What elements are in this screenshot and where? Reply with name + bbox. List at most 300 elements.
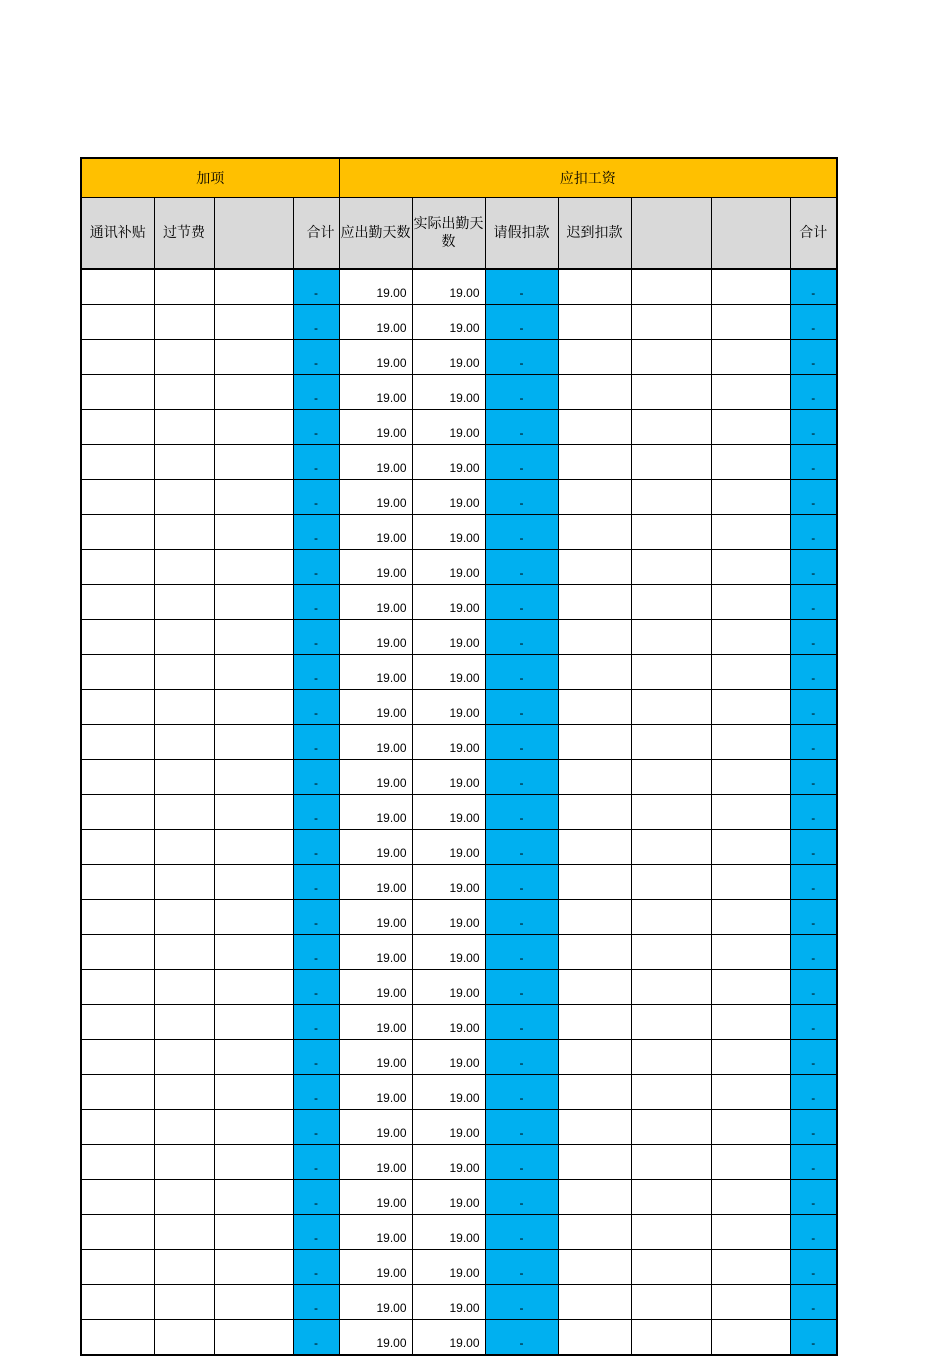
cell-blank-3[interactable]	[711, 725, 790, 760]
cell-late-deduction[interactable]	[558, 269, 631, 305]
cell-blank-1[interactable]	[214, 1250, 293, 1285]
cell-blank-3[interactable]	[711, 1320, 790, 1356]
cell-late-deduction[interactable]	[558, 1005, 631, 1040]
cell-due-days[interactable]: 19.00	[339, 550, 412, 585]
cell-blank-3[interactable]	[711, 375, 790, 410]
cell-comm-allowance[interactable]	[81, 795, 154, 830]
cell-blank-1[interactable]	[214, 760, 293, 795]
cell-actual-days[interactable]: 19.00	[412, 1215, 485, 1250]
cell-actual-days[interactable]: 19.00	[412, 830, 485, 865]
cell-comm-allowance[interactable]	[81, 445, 154, 480]
cell-deduct-total[interactable]: -	[790, 900, 837, 935]
cell-comm-allowance[interactable]	[81, 480, 154, 515]
cell-blank-1[interactable]	[214, 375, 293, 410]
cell-comm-allowance[interactable]	[81, 865, 154, 900]
cell-comm-allowance[interactable]	[81, 585, 154, 620]
cell-festival-fee[interactable]	[154, 620, 214, 655]
cell-actual-days[interactable]: 19.00	[412, 410, 485, 445]
cell-deduct-total[interactable]: -	[790, 795, 837, 830]
cell-actual-days[interactable]: 19.00	[412, 269, 485, 305]
cell-blank-1[interactable]	[214, 795, 293, 830]
cell-deduct-total[interactable]: -	[790, 515, 837, 550]
cell-actual-days[interactable]: 19.00	[412, 795, 485, 830]
cell-comm-allowance[interactable]	[81, 1145, 154, 1180]
cell-deduct-total[interactable]: -	[790, 865, 837, 900]
cell-actual-days[interactable]: 19.00	[412, 1320, 485, 1356]
cell-blank-2[interactable]	[631, 515, 711, 550]
cell-leave-deduction[interactable]: -	[485, 1145, 558, 1180]
cell-blank-2[interactable]	[631, 305, 711, 340]
cell-leave-deduction[interactable]: -	[485, 620, 558, 655]
cell-comm-allowance[interactable]	[81, 340, 154, 375]
cell-comm-allowance[interactable]	[81, 410, 154, 445]
cell-due-days[interactable]: 19.00	[339, 795, 412, 830]
cell-due-days[interactable]: 19.00	[339, 1075, 412, 1110]
cell-actual-days[interactable]: 19.00	[412, 445, 485, 480]
cell-actual-days[interactable]: 19.00	[412, 1250, 485, 1285]
cell-blank-1[interactable]	[214, 935, 293, 970]
cell-late-deduction[interactable]	[558, 935, 631, 970]
cell-blank-1[interactable]	[214, 725, 293, 760]
cell-blank-3[interactable]	[711, 410, 790, 445]
cell-leave-deduction[interactable]: -	[485, 935, 558, 970]
cell-deduct-total[interactable]: -	[790, 830, 837, 865]
cell-comm-allowance[interactable]	[81, 830, 154, 865]
cell-leave-deduction[interactable]: -	[485, 865, 558, 900]
cell-blank-2[interactable]	[631, 445, 711, 480]
cell-late-deduction[interactable]	[558, 550, 631, 585]
cell-late-deduction[interactable]	[558, 795, 631, 830]
cell-due-days[interactable]: 19.00	[339, 340, 412, 375]
cell-leave-deduction[interactable]: -	[485, 550, 558, 585]
cell-festival-fee[interactable]	[154, 1285, 214, 1320]
cell-late-deduction[interactable]	[558, 865, 631, 900]
cell-blank-2[interactable]	[631, 340, 711, 375]
cell-add-total[interactable]: -	[293, 410, 339, 445]
cell-festival-fee[interactable]	[154, 935, 214, 970]
cell-blank-2[interactable]	[631, 1005, 711, 1040]
cell-due-days[interactable]: 19.00	[339, 1285, 412, 1320]
cell-blank-2[interactable]	[631, 1040, 711, 1075]
cell-comm-allowance[interactable]	[81, 655, 154, 690]
cell-deduct-total[interactable]: -	[790, 1180, 837, 1215]
cell-actual-days[interactable]: 19.00	[412, 900, 485, 935]
cell-due-days[interactable]: 19.00	[339, 515, 412, 550]
cell-blank-1[interactable]	[214, 305, 293, 340]
cell-actual-days[interactable]: 19.00	[412, 340, 485, 375]
cell-comm-allowance[interactable]	[81, 935, 154, 970]
cell-blank-2[interactable]	[631, 269, 711, 305]
cell-comm-allowance[interactable]	[81, 305, 154, 340]
cell-add-total[interactable]: -	[293, 830, 339, 865]
cell-actual-days[interactable]: 19.00	[412, 1180, 485, 1215]
cell-leave-deduction[interactable]: -	[485, 515, 558, 550]
cell-due-days[interactable]: 19.00	[339, 725, 412, 760]
cell-festival-fee[interactable]	[154, 830, 214, 865]
cell-festival-fee[interactable]	[154, 585, 214, 620]
cell-comm-allowance[interactable]	[81, 760, 154, 795]
cell-blank-1[interactable]	[214, 900, 293, 935]
cell-festival-fee[interactable]	[154, 1215, 214, 1250]
cell-blank-2[interactable]	[631, 655, 711, 690]
cell-blank-3[interactable]	[711, 340, 790, 375]
cell-late-deduction[interactable]	[558, 1145, 631, 1180]
cell-late-deduction[interactable]	[558, 1040, 631, 1075]
cell-festival-fee[interactable]	[154, 269, 214, 305]
cell-actual-days[interactable]: 19.00	[412, 725, 485, 760]
cell-leave-deduction[interactable]: -	[485, 900, 558, 935]
cell-festival-fee[interactable]	[154, 410, 214, 445]
cell-actual-days[interactable]: 19.00	[412, 1040, 485, 1075]
cell-due-days[interactable]: 19.00	[339, 690, 412, 725]
cell-due-days[interactable]: 19.00	[339, 620, 412, 655]
cell-comm-allowance[interactable]	[81, 900, 154, 935]
cell-blank-1[interactable]	[214, 480, 293, 515]
cell-due-days[interactable]: 19.00	[339, 1215, 412, 1250]
cell-due-days[interactable]: 19.00	[339, 970, 412, 1005]
cell-comm-allowance[interactable]	[81, 550, 154, 585]
cell-blank-1[interactable]	[214, 1075, 293, 1110]
cell-festival-fee[interactable]	[154, 550, 214, 585]
cell-add-total[interactable]: -	[293, 1075, 339, 1110]
cell-deduct-total[interactable]: -	[790, 1285, 837, 1320]
cell-blank-2[interactable]	[631, 1145, 711, 1180]
cell-leave-deduction[interactable]: -	[485, 410, 558, 445]
cell-add-total[interactable]: -	[293, 970, 339, 1005]
cell-comm-allowance[interactable]	[81, 1285, 154, 1320]
cell-blank-1[interactable]	[214, 620, 293, 655]
cell-deduct-total[interactable]: -	[790, 935, 837, 970]
cell-blank-3[interactable]	[711, 515, 790, 550]
cell-blank-2[interactable]	[631, 1250, 711, 1285]
cell-festival-fee[interactable]	[154, 1250, 214, 1285]
cell-actual-days[interactable]: 19.00	[412, 480, 485, 515]
cell-due-days[interactable]: 19.00	[339, 480, 412, 515]
cell-deduct-total[interactable]: -	[790, 585, 837, 620]
cell-due-days[interactable]: 19.00	[339, 445, 412, 480]
cell-festival-fee[interactable]	[154, 900, 214, 935]
cell-late-deduction[interactable]	[558, 1110, 631, 1145]
cell-due-days[interactable]: 19.00	[339, 1320, 412, 1356]
cell-festival-fee[interactable]	[154, 515, 214, 550]
cell-late-deduction[interactable]	[558, 305, 631, 340]
cell-comm-allowance[interactable]	[81, 970, 154, 1005]
cell-festival-fee[interactable]	[154, 725, 214, 760]
cell-blank-1[interactable]	[214, 1110, 293, 1145]
cell-blank-1[interactable]	[214, 865, 293, 900]
cell-add-total[interactable]: -	[293, 1145, 339, 1180]
cell-blank-1[interactable]	[214, 340, 293, 375]
cell-comm-allowance[interactable]	[81, 269, 154, 305]
cell-blank-2[interactable]	[631, 1075, 711, 1110]
cell-late-deduction[interactable]	[558, 1320, 631, 1356]
cell-blank-3[interactable]	[711, 1215, 790, 1250]
cell-late-deduction[interactable]	[558, 620, 631, 655]
cell-due-days[interactable]: 19.00	[339, 1005, 412, 1040]
cell-actual-days[interactable]: 19.00	[412, 760, 485, 795]
cell-blank-1[interactable]	[214, 269, 293, 305]
cell-leave-deduction[interactable]: -	[485, 305, 558, 340]
cell-festival-fee[interactable]	[154, 970, 214, 1005]
cell-add-total[interactable]: -	[293, 935, 339, 970]
cell-deduct-total[interactable]: -	[790, 410, 837, 445]
cell-festival-fee[interactable]	[154, 1145, 214, 1180]
cell-late-deduction[interactable]	[558, 1180, 631, 1215]
cell-comm-allowance[interactable]	[81, 375, 154, 410]
cell-due-days[interactable]: 19.00	[339, 585, 412, 620]
cell-late-deduction[interactable]	[558, 690, 631, 725]
cell-add-total[interactable]: -	[293, 550, 339, 585]
cell-blank-1[interactable]	[214, 655, 293, 690]
cell-blank-2[interactable]	[631, 1215, 711, 1250]
cell-festival-fee[interactable]	[154, 865, 214, 900]
cell-actual-days[interactable]: 19.00	[412, 690, 485, 725]
cell-blank-1[interactable]	[214, 1040, 293, 1075]
cell-blank-2[interactable]	[631, 620, 711, 655]
cell-leave-deduction[interactable]: -	[485, 830, 558, 865]
cell-deduct-total[interactable]: -	[790, 445, 837, 480]
cell-actual-days[interactable]: 19.00	[412, 550, 485, 585]
cell-deduct-total[interactable]: -	[790, 1215, 837, 1250]
cell-festival-fee[interactable]	[154, 480, 214, 515]
cell-blank-3[interactable]	[711, 865, 790, 900]
cell-add-total[interactable]: -	[293, 1005, 339, 1040]
cell-blank-3[interactable]	[711, 830, 790, 865]
cell-festival-fee[interactable]	[154, 1180, 214, 1215]
cell-add-total[interactable]: -	[293, 1180, 339, 1215]
cell-actual-days[interactable]: 19.00	[412, 1005, 485, 1040]
cell-festival-fee[interactable]	[154, 1005, 214, 1040]
cell-blank-3[interactable]	[711, 620, 790, 655]
cell-add-total[interactable]: -	[293, 1320, 339, 1356]
cell-deduct-total[interactable]: -	[790, 655, 837, 690]
cell-actual-days[interactable]: 19.00	[412, 1110, 485, 1145]
cell-blank-2[interactable]	[631, 865, 711, 900]
cell-leave-deduction[interactable]: -	[485, 375, 558, 410]
cell-comm-allowance[interactable]	[81, 1180, 154, 1215]
cell-leave-deduction[interactable]: -	[485, 1250, 558, 1285]
cell-due-days[interactable]: 19.00	[339, 935, 412, 970]
cell-actual-days[interactable]: 19.00	[412, 1075, 485, 1110]
cell-blank-1[interactable]	[214, 1320, 293, 1356]
cell-due-days[interactable]: 19.00	[339, 1180, 412, 1215]
cell-leave-deduction[interactable]: -	[485, 1285, 558, 1320]
cell-deduct-total[interactable]: -	[790, 760, 837, 795]
cell-festival-fee[interactable]	[154, 690, 214, 725]
cell-actual-days[interactable]: 19.00	[412, 305, 485, 340]
cell-blank-3[interactable]	[711, 935, 790, 970]
cell-deduct-total[interactable]: -	[790, 1250, 837, 1285]
cell-add-total[interactable]: -	[293, 375, 339, 410]
cell-festival-fee[interactable]	[154, 445, 214, 480]
cell-festival-fee[interactable]	[154, 795, 214, 830]
cell-leave-deduction[interactable]: -	[485, 269, 558, 305]
cell-leave-deduction[interactable]: -	[485, 970, 558, 1005]
cell-deduct-total[interactable]: -	[790, 550, 837, 585]
cell-festival-fee[interactable]	[154, 375, 214, 410]
cell-due-days[interactable]: 19.00	[339, 1110, 412, 1145]
cell-blank-1[interactable]	[214, 970, 293, 1005]
cell-festival-fee[interactable]	[154, 1110, 214, 1145]
cell-festival-fee[interactable]	[154, 655, 214, 690]
cell-blank-3[interactable]	[711, 1145, 790, 1180]
cell-comm-allowance[interactable]	[81, 1040, 154, 1075]
cell-add-total[interactable]: -	[293, 795, 339, 830]
cell-blank-3[interactable]	[711, 480, 790, 515]
cell-due-days[interactable]: 19.00	[339, 865, 412, 900]
cell-leave-deduction[interactable]: -	[485, 340, 558, 375]
cell-deduct-total[interactable]: -	[790, 690, 837, 725]
cell-blank-3[interactable]	[711, 1075, 790, 1110]
cell-actual-days[interactable]: 19.00	[412, 1285, 485, 1320]
cell-due-days[interactable]: 19.00	[339, 655, 412, 690]
cell-blank-3[interactable]	[711, 585, 790, 620]
cell-late-deduction[interactable]	[558, 340, 631, 375]
cell-blank-2[interactable]	[631, 830, 711, 865]
cell-add-total[interactable]: -	[293, 1215, 339, 1250]
cell-blank-1[interactable]	[214, 1005, 293, 1040]
cell-add-total[interactable]: -	[293, 480, 339, 515]
cell-deduct-total[interactable]: -	[790, 375, 837, 410]
cell-blank-3[interactable]	[711, 305, 790, 340]
cell-blank-2[interactable]	[631, 1320, 711, 1356]
cell-actual-days[interactable]: 19.00	[412, 655, 485, 690]
cell-late-deduction[interactable]	[558, 1250, 631, 1285]
cell-late-deduction[interactable]	[558, 1285, 631, 1320]
cell-due-days[interactable]: 19.00	[339, 1250, 412, 1285]
cell-blank-3[interactable]	[711, 795, 790, 830]
cell-late-deduction[interactable]	[558, 970, 631, 1005]
cell-add-total[interactable]: -	[293, 1285, 339, 1320]
cell-blank-3[interactable]	[711, 445, 790, 480]
cell-blank-3[interactable]	[711, 900, 790, 935]
cell-leave-deduction[interactable]: -	[485, 760, 558, 795]
cell-comm-allowance[interactable]	[81, 1320, 154, 1356]
cell-late-deduction[interactable]	[558, 655, 631, 690]
cell-blank-1[interactable]	[214, 1285, 293, 1320]
cell-late-deduction[interactable]	[558, 445, 631, 480]
cell-blank-1[interactable]	[214, 410, 293, 445]
cell-comm-allowance[interactable]	[81, 1110, 154, 1145]
cell-add-total[interactable]: -	[293, 1040, 339, 1075]
cell-deduct-total[interactable]: -	[790, 1320, 837, 1356]
cell-leave-deduction[interactable]: -	[485, 655, 558, 690]
cell-deduct-total[interactable]: -	[790, 340, 837, 375]
cell-leave-deduction[interactable]: -	[485, 1180, 558, 1215]
cell-festival-fee[interactable]	[154, 1040, 214, 1075]
cell-leave-deduction[interactable]: -	[485, 1075, 558, 1110]
cell-late-deduction[interactable]	[558, 410, 631, 445]
cell-comm-allowance[interactable]	[81, 620, 154, 655]
cell-blank-2[interactable]	[631, 480, 711, 515]
cell-add-total[interactable]: -	[293, 1250, 339, 1285]
cell-blank-2[interactable]	[631, 760, 711, 795]
cell-deduct-total[interactable]: -	[790, 269, 837, 305]
cell-due-days[interactable]: 19.00	[339, 760, 412, 795]
cell-blank-2[interactable]	[631, 690, 711, 725]
cell-due-days[interactable]: 19.00	[339, 375, 412, 410]
cell-blank-2[interactable]	[631, 375, 711, 410]
cell-comm-allowance[interactable]	[81, 1250, 154, 1285]
cell-deduct-total[interactable]: -	[790, 970, 837, 1005]
cell-blank-2[interactable]	[631, 585, 711, 620]
cell-blank-1[interactable]	[214, 1180, 293, 1215]
cell-blank-3[interactable]	[711, 655, 790, 690]
cell-blank-2[interactable]	[631, 410, 711, 445]
cell-add-total[interactable]: -	[293, 340, 339, 375]
cell-comm-allowance[interactable]	[81, 690, 154, 725]
cell-late-deduction[interactable]	[558, 760, 631, 795]
cell-due-days[interactable]: 19.00	[339, 1145, 412, 1180]
cell-add-total[interactable]: -	[293, 305, 339, 340]
cell-add-total[interactable]: -	[293, 865, 339, 900]
cell-add-total[interactable]: -	[293, 269, 339, 305]
cell-actual-days[interactable]: 19.00	[412, 515, 485, 550]
cell-blank-2[interactable]	[631, 725, 711, 760]
cell-leave-deduction[interactable]: -	[485, 1040, 558, 1075]
cell-blank-1[interactable]	[214, 690, 293, 725]
cell-festival-fee[interactable]	[154, 1075, 214, 1110]
cell-leave-deduction[interactable]: -	[485, 725, 558, 760]
cell-add-total[interactable]: -	[293, 725, 339, 760]
cell-blank-3[interactable]	[711, 1180, 790, 1215]
cell-leave-deduction[interactable]: -	[485, 1110, 558, 1145]
cell-blank-1[interactable]	[214, 445, 293, 480]
cell-late-deduction[interactable]	[558, 725, 631, 760]
cell-comm-allowance[interactable]	[81, 1075, 154, 1110]
cell-actual-days[interactable]: 19.00	[412, 620, 485, 655]
cell-late-deduction[interactable]	[558, 585, 631, 620]
cell-festival-fee[interactable]	[154, 305, 214, 340]
cell-add-total[interactable]: -	[293, 655, 339, 690]
cell-blank-3[interactable]	[711, 550, 790, 585]
cell-actual-days[interactable]: 19.00	[412, 375, 485, 410]
cell-add-total[interactable]: -	[293, 690, 339, 725]
cell-deduct-total[interactable]: -	[790, 480, 837, 515]
cell-comm-allowance[interactable]	[81, 725, 154, 760]
cell-actual-days[interactable]: 19.00	[412, 935, 485, 970]
cell-deduct-total[interactable]: -	[790, 1075, 837, 1110]
cell-add-total[interactable]: -	[293, 585, 339, 620]
cell-blank-1[interactable]	[214, 830, 293, 865]
cell-late-deduction[interactable]	[558, 375, 631, 410]
cell-actual-days[interactable]: 19.00	[412, 585, 485, 620]
cell-leave-deduction[interactable]: -	[485, 1320, 558, 1356]
cell-due-days[interactable]: 19.00	[339, 900, 412, 935]
cell-blank-2[interactable]	[631, 795, 711, 830]
cell-actual-days[interactable]: 19.00	[412, 865, 485, 900]
cell-deduct-total[interactable]: -	[790, 620, 837, 655]
cell-blank-2[interactable]	[631, 935, 711, 970]
cell-blank-3[interactable]	[711, 1040, 790, 1075]
cell-blank-3[interactable]	[711, 1005, 790, 1040]
cell-leave-deduction[interactable]: -	[485, 690, 558, 725]
cell-blank-1[interactable]	[214, 1215, 293, 1250]
cell-leave-deduction[interactable]: -	[485, 1005, 558, 1040]
cell-festival-fee[interactable]	[154, 340, 214, 375]
cell-festival-fee[interactable]	[154, 760, 214, 795]
cell-add-total[interactable]: -	[293, 515, 339, 550]
cell-actual-days[interactable]: 19.00	[412, 970, 485, 1005]
cell-leave-deduction[interactable]: -	[485, 1215, 558, 1250]
cell-actual-days[interactable]: 19.00	[412, 1145, 485, 1180]
cell-blank-3[interactable]	[711, 690, 790, 725]
cell-comm-allowance[interactable]	[81, 515, 154, 550]
cell-leave-deduction[interactable]: -	[485, 445, 558, 480]
cell-add-total[interactable]: -	[293, 760, 339, 795]
cell-blank-2[interactable]	[631, 550, 711, 585]
cell-blank-2[interactable]	[631, 900, 711, 935]
